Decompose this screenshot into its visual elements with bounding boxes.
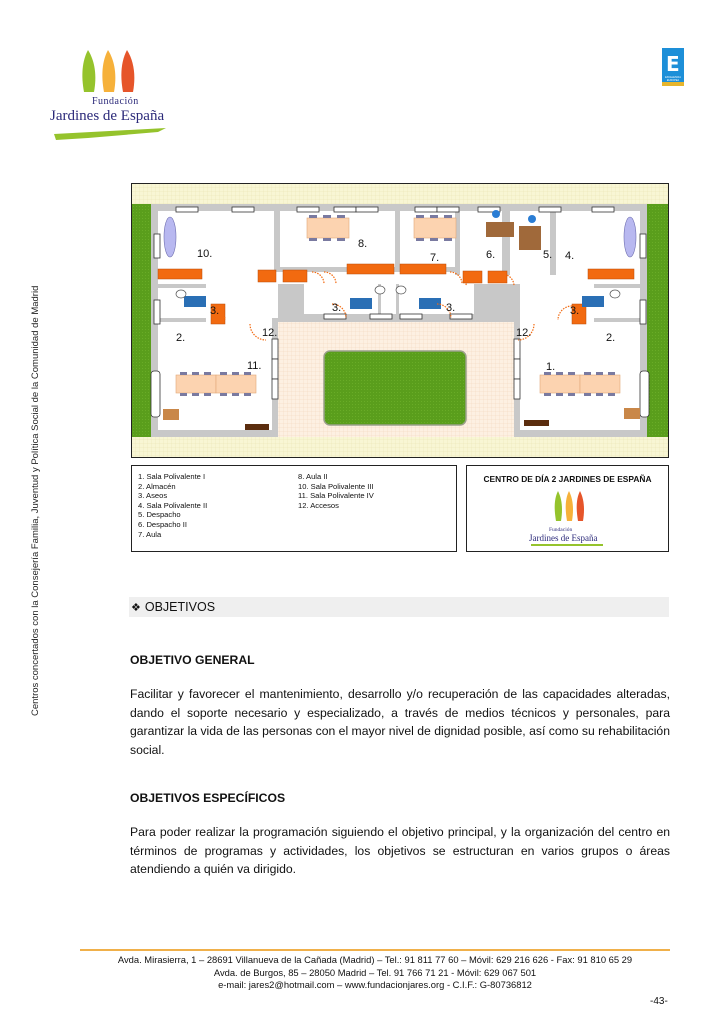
room-label: 8. xyxy=(358,238,368,250)
room-label: 6. xyxy=(486,249,496,261)
legend-item: 1. Sala Polivalente I xyxy=(138,472,206,481)
floor-plan-drawing xyxy=(132,184,668,457)
footer-address-1: Avda. Mirasierra, 1 – 28691 Villanueva de la Cañada (Madrid) – Tel.: 91 811 77 60 – Móvil: 629 216 626 - Fax: 91 810 65 29 xyxy=(117,954,633,965)
room-label: 3. xyxy=(570,305,580,317)
center-title-box xyxy=(466,465,669,552)
badge-caption: EXCELENCIA EUROPEA xyxy=(665,76,681,82)
room-label: 10. xyxy=(197,248,213,260)
section-header xyxy=(129,597,669,617)
center-title: CENTRO DE DÍA 2 JARDINES DE ESPAÑA xyxy=(483,474,652,484)
page-number: -43- xyxy=(650,996,668,1007)
side-text: Centros concertados con la Consejería Familia, Juventud y Política Social de la Comunidad de Madrid xyxy=(30,285,41,716)
room-label: 2. xyxy=(606,332,616,344)
room-label: 12. xyxy=(516,327,532,339)
section-title: OBJETIVOS xyxy=(144,600,216,614)
legend-item: 6. Despacho II xyxy=(138,519,187,529)
room-label: 3. xyxy=(332,302,342,314)
legend-item: 11. Sala Polivalente IV xyxy=(298,491,374,501)
cypress-trees-icon xyxy=(48,36,188,142)
center-logo-line2: Jardines de España xyxy=(529,533,598,543)
room-label: 11. xyxy=(247,360,262,372)
legend-item: 5. Despacho xyxy=(138,510,181,520)
room-label: 12. xyxy=(262,327,278,339)
cypress-trees-icon xyxy=(538,487,598,527)
legend-item: 7. Aula xyxy=(138,529,162,539)
center-logo-line1: Fundación xyxy=(549,527,573,533)
footer-contact: e-mail: jares2@hotmail.com – www.fundacionjares.org - C.I.F.: G-80736812 xyxy=(218,979,532,990)
logo-line1: Fundación xyxy=(92,96,139,107)
floor-plan-legend xyxy=(131,465,457,552)
legend-column-2 xyxy=(298,472,374,510)
legend-item: 4. Sala Polivalente II xyxy=(138,500,208,510)
room-label: 1. xyxy=(546,361,556,373)
footer-divider xyxy=(80,949,670,951)
legend-item: 2. Almacén xyxy=(138,481,176,491)
room-label: 3. xyxy=(446,302,456,314)
footer-address-2: Avda. de Burgos, 85 – 28050 Madrid – Tel. 91 766 71 21 - Móvil: 629 067 501 xyxy=(213,966,537,978)
room-label: 7. xyxy=(430,252,440,264)
specific-objectives-heading: OBJETIVOS ESPECÍFICOS xyxy=(130,791,286,805)
badge-bar xyxy=(662,82,684,86)
foundation-logo xyxy=(48,36,188,142)
excellence-badge xyxy=(662,48,684,86)
legend-column-1 xyxy=(138,472,207,539)
logo-line2: Jardines de España xyxy=(50,108,165,124)
general-objective-heading: OBJETIVO GENERAL xyxy=(130,653,255,667)
logo-swoosh xyxy=(531,544,603,546)
legend-item: 3. Aseos xyxy=(138,491,168,501)
room-label: 4. xyxy=(565,250,575,262)
bullet-diamond-icon: ❖ xyxy=(131,602,141,614)
general-objective-text: Facilitar y favorecer el mantenimiento, desarrollo y/o recuperación de las capacidades alteradas, dando el soporte necesario y especializado, a través de medios técnicos y personales, para garantizar la vida de las personas con el mayor nivel de dignidad posible, así como su rehabilitación social. xyxy=(130,687,670,757)
footer xyxy=(70,954,680,992)
badge-letter: E xyxy=(666,52,680,76)
legend-item: 8. Aula II xyxy=(298,472,328,481)
floor-plan xyxy=(131,183,669,458)
legend-item: 10. Sala Polivalente III xyxy=(298,481,374,491)
room-label: 5. xyxy=(543,249,553,261)
legend-item: 12. Accesos xyxy=(298,500,339,510)
specific-objectives-text: Para poder realizar la programación siguiendo el objetivo principal, y la organización del centro en términos de programas y actividades, los objetivos se estructuran en varios grupos o áreas atendiendo a quién va dirigido. xyxy=(130,825,670,877)
room-label: 3. xyxy=(210,305,220,317)
room-label: 2. xyxy=(176,332,186,344)
